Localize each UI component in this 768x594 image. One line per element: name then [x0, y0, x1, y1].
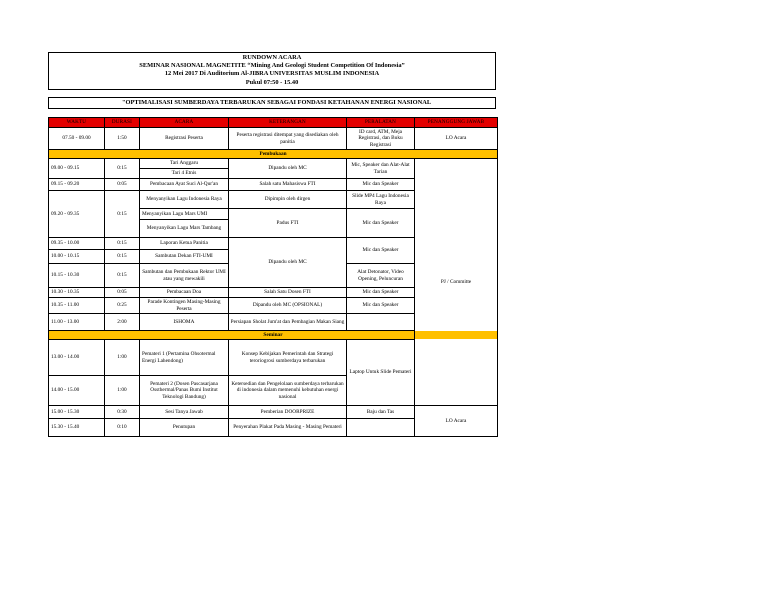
- cell-acara: ISHOMA: [140, 314, 229, 331]
- cell-durasi: 0:15: [105, 191, 140, 238]
- col-acara: ACARA: [140, 118, 229, 128]
- section-band-seminar: [49, 331, 498, 340]
- cell-acara: Laporan Ketua Panitia: [140, 238, 229, 250]
- cell-waktu: 10.00 - 10.15: [49, 250, 105, 264]
- cell-keterangan: Persiapan Sholat Jum'at dan Pembagian Makan Siang: [229, 314, 347, 331]
- cell-peralatan: Baju dan Tas: [347, 406, 415, 419]
- cell-waktu: 10.35 - 11.00: [49, 298, 105, 314]
- cell-durasi: 0:15: [105, 264, 140, 288]
- cell-durasi: 0:30: [105, 406, 140, 419]
- cell-peralatan: Alat Detonator, Video Opening, Peluncuran: [347, 264, 415, 288]
- col-durasi: DURASI: [105, 118, 140, 128]
- cell-peralatan: Mic dan Speaker: [347, 209, 415, 238]
- cell-acara: Menyanyikan Lagu Mars UMI: [140, 209, 229, 220]
- cell-keterangan: Salah satu Mahasiswa FTI: [229, 179, 347, 191]
- cell-durasi: 1:00: [105, 340, 140, 376]
- cell-acara: Pemateri 2 (Dosen Pascasarjana Ossthermal/Panas Bumi Institut Teknologi Bandung): [140, 376, 229, 406]
- cell-pj-committee: PJ / Committe: [415, 159, 498, 406]
- event-date-place: 12 Mei 2017 Di Auditorium Al-JIBRA UNIVERSITAS MUSLIM INDONESIA: [164, 70, 380, 78]
- event-theme: "OPTIMALISASI SUMBERDAYA TERBARUKAN SEBAGAI FONDASI KETAHANAN ENERGI NASIONAL: [48, 97, 496, 109]
- cell-durasi: 0:25: [105, 298, 140, 314]
- cell-acara: Sambutan Dekan FTI-UMI: [140, 250, 229, 264]
- cell-peralatan: Mic dan Speaker: [347, 238, 415, 264]
- cell-durasi: 0:15: [105, 238, 140, 250]
- cell-keterangan: Dipandu oleh MC: [229, 159, 347, 179]
- cell-waktu: 09.15 - 09.20: [49, 179, 105, 191]
- cell-waktu: 09.20 - 09.35: [49, 191, 105, 238]
- cell-durasi: 1:00: [105, 376, 140, 406]
- section-band-pembukaan: [49, 150, 498, 159]
- cell-keterangan: Penyerahan Plakat Pada Masing - Masing Pemateri: [229, 419, 347, 437]
- cell-acara: Sesi Tanya Jawab: [140, 406, 229, 419]
- cell-keterangan: Pemberian DOORPRIZE: [229, 406, 347, 419]
- cell-keterangan: Konsep Kebijakan Pemerintah dan Strategi teroriogrosi sumberdaya terbarukan: [229, 340, 347, 376]
- cell-peralatan: [347, 419, 415, 437]
- cell-keterangan: Padus FTI: [229, 209, 347, 238]
- cell-durasi: 0:10: [105, 419, 140, 437]
- col-peralatan: PERALATAN: [347, 118, 415, 128]
- cell-durasi: 0:05: [105, 179, 140, 191]
- cell-waktu: 09.35 - 10.00: [49, 238, 105, 250]
- table-row: [49, 128, 498, 150]
- cell-durasi: 0:15: [105, 250, 140, 264]
- table-row: [49, 406, 498, 419]
- cell-durasi: 2:00: [105, 314, 140, 331]
- cell-peralatan: ID card, ATM, Meja Registrasi, dan Buku Registrasi: [347, 128, 415, 150]
- cell-keterangan: Dipimpin oleh dirgen: [229, 191, 347, 209]
- cell-acara: Sambutan dan Pembukaan Rektor UMI atau yang mewakili: [140, 264, 229, 288]
- cell-acara: Tari Anggaru: [140, 159, 229, 169]
- rundown-table: [48, 117, 498, 437]
- event-time: Pukul 07:50 - 15.40: [245, 78, 299, 86]
- cell-waktu: 11.00 - 13.00: [49, 314, 105, 331]
- event-header: [48, 52, 496, 90]
- cell-durasi: 0:05: [105, 288, 140, 298]
- cell-peralatan: Mic dan Speaker: [347, 288, 415, 298]
- cell-peralatan: Mic dan Speaker: [347, 179, 415, 191]
- cell-waktu: 14.00 - 15.00: [49, 376, 105, 406]
- cell-waktu: 09.00 - 09.15: [49, 159, 105, 179]
- col-keterangan: KETERANGAN: [229, 118, 347, 128]
- cell-acara: Pembacaan Doa: [140, 288, 229, 298]
- cell-peralatan: Slide MP4 Lagu Indonesia Raya: [347, 191, 415, 209]
- cell-acara: Menyanyikan Lagu Indonesia Raya: [140, 191, 229, 209]
- cell-waktu: 07.50 - 09.00: [49, 128, 105, 150]
- cell-acara: Menyanyikan Lagu Mars Tambang: [140, 220, 229, 238]
- cell-waktu: 10.30 - 10.35: [49, 288, 105, 298]
- event-name: SEMINAR NASIONAL MAGNETITE “Mining And Geologi Student Competition Of Indonesia”: [139, 62, 405, 70]
- table-row: [49, 159, 498, 169]
- cell-acara: Pembacaan Ayat Suci Al-Qur'an: [140, 179, 229, 191]
- cell-acara: Penutupan: [140, 419, 229, 437]
- rundown-title: RUNDOWN ACARA: [242, 54, 302, 61]
- cell-acara: Parade Kontingen Masing-Masing Peserta: [140, 298, 229, 314]
- col-waktu: WAKTU: [49, 118, 105, 128]
- section-label: Seminar: [49, 331, 498, 340]
- cell-peralatan: Mic, Speaker dan Alat-Alat Tarian: [347, 159, 415, 179]
- cell-waktu: 15.00 - 15.30: [49, 406, 105, 419]
- cell-waktu: 10.15 - 10.30: [49, 264, 105, 288]
- cell-peralatan: Mic dan Speaker: [347, 298, 415, 314]
- cell-keterangan: Peserta registrasi ditempat yang disediakan oleh panitia: [229, 128, 347, 150]
- cell-keterangan: Dipandu oleh MC: [229, 238, 347, 288]
- cell-pj: LO Acara: [415, 128, 498, 150]
- section-label: Pembukaan: [49, 150, 498, 159]
- cell-durasi: 0:15: [105, 159, 140, 179]
- cell-pj: LO Acara: [415, 406, 498, 437]
- cell-keterangan: Salah Satu Dosen FTI: [229, 288, 347, 298]
- cell-acara: Registrasi Peserta: [140, 128, 229, 150]
- cell-acara: Tari 4 Etnis: [140, 169, 229, 179]
- table-header-row: [49, 118, 498, 128]
- cell-peralatan: Laptop Untuk Slide Pemateri: [347, 340, 415, 406]
- col-penanggung-jawab: PENANGGUNG JAWAB: [415, 118, 498, 128]
- cell-waktu: 13.00 - 14.00: [49, 340, 105, 376]
- cell-acara: Pemateri 1 (Pertamina Ohsotermal Energi Lahendong): [140, 340, 229, 376]
- cell-waktu: 15.30 - 15.40: [49, 419, 105, 437]
- cell-keterangan: Dipandu oleh MC (OPSIONAL): [229, 298, 347, 314]
- cell-durasi: 1:50: [105, 128, 140, 150]
- cell-keterangan: Ketersedian dan Pengelolaan sumberdaya terbarukan di indonesia dalam memenuhi kebutuhan energi nasional: [229, 376, 347, 406]
- cell-peralatan: [347, 314, 415, 331]
